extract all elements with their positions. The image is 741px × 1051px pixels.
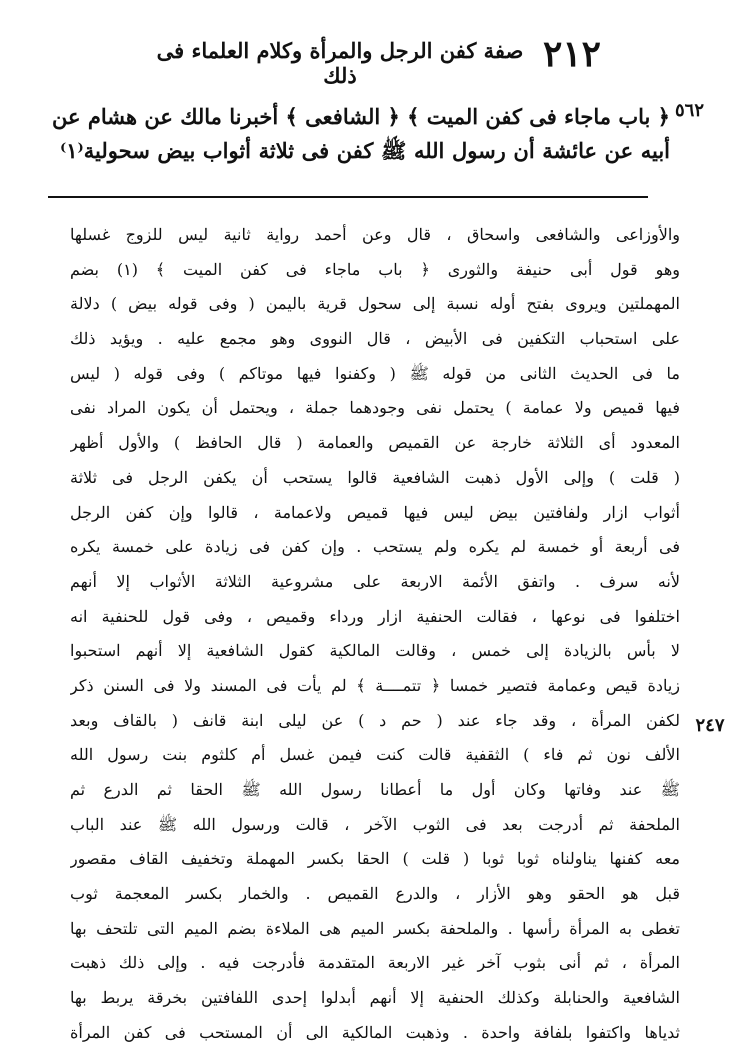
- hadith-line: أبيه عن عائشة أن رسول الله ﷺ كفن فى ثلاثة أثواب بيض سحولية⁽١⁾: [60, 138, 670, 163]
- running-title: صفة كفن الرجل والمرأة وكلام العلماء فى ذلك: [156, 38, 524, 88]
- commentary-line: فيها قميص ولا عمامة ) يحتمل نفى وجودهما جملة ، ويحتمل أن يكون المراد نفى: [70, 398, 680, 418]
- hadith-line: ﴿ باب ماجاء فى كفن الميت ﴾ ﴿ الشافعى ﴾ أخبرنا مالك عن هشام عن: [52, 104, 670, 129]
- commentary-line: لأنه سرف . واتفق الأئمة الاربعة على مشروعية الثلاثة الأثواب إلا أنهم: [70, 571, 680, 591]
- commentary-line: وهو قول أبى حنيفة والثورى ﴿ باب ماجاء فى كفن الميت ﴾ (١) بضم: [70, 259, 680, 279]
- commentary-line: معه كفنها يناولناه ثوبا ثوبا ( قلت ) الحقا بكسر المهملة وتخفيف القاف مقصور: [70, 849, 680, 869]
- commentary-line: اختلفوا فى نوعها ، فقالت الحنفية ازار ورداء وقميص ، وفى قول للحنفية انه: [70, 606, 680, 626]
- commentary-line: المرأة ، ثم أنى بثوب آخر غير الاربعة المتقدمة فأدرجت فيه . وإلى ذلك ذهبت: [70, 953, 680, 973]
- hadith-block: [52, 100, 705, 190]
- divider-rule: [48, 196, 648, 198]
- commentary-line: الألف نون ثم فاء ) الثقفية قالت كنت فيمن غسل أم كلثوم بنت رسول الله: [70, 745, 680, 765]
- commentary-line: لكفن المرأة ، وقد جاء عند ( حم د ) عن ليلى ابنة قانف ( بالقاف وبعد: [70, 710, 680, 730]
- commentary-line: فى أربعة أو خمسة لم يكره ولم يستحب . وإن كفن فى زيادة على خمسة يكره: [70, 537, 680, 557]
- commentary-line: على استحباب التكفين فى الأبيض ، قال النووى وهو مجمع عليه . ويؤيد ذلك: [70, 329, 680, 349]
- page-number: ٢١٢: [542, 33, 601, 75]
- commentary-line: المعدود أى الثلاثة خارجة عن القميص والعمامة ( قال الحافظ ) والأول أظهر: [70, 433, 680, 453]
- commentary-line: ﷺ عند وفاتها وكان أول ما أعطانا رسول الله ﷺ الحقا ثم الدرع ثم: [70, 780, 680, 799]
- margin-hadith-number: ٢٤٧: [695, 715, 725, 736]
- commentary-line: الشافعية والحنابلة وكذلك الحنفية إلا أنهم أبدلوا إحدى اللفافتين بخرقة يربط بها: [70, 988, 680, 1008]
- commentary-line: زيادة قيص وعمامة فتصير خمسا ﴿ تتمــــة ﴾ لم يأت فى المسند ولا فى السنن ذكر: [70, 675, 680, 695]
- commentary-line: ثدياها واكتفوا بلفافة واحدة . وذهبت المالكية الى أن المستحب فى كفن المرأة: [70, 1022, 680, 1042]
- commentary-text: [70, 218, 680, 1051]
- commentary-line: تغطى به المرأة رأسها . والملحفة بكسر الميم هى الملاءة بضم الميم التى تلتحف بها: [70, 918, 680, 938]
- commentary-line: ما فى الحديث الثانى من قوله ﷺ ( وكفنوا فيها موتاكم ) وفى قوله ( ليس: [70, 363, 680, 383]
- commentary-line: المهملتين ويروى بفتح أوله نسبة إلى سحول قرية باليمن ( وفى قوله بيض ) دلالة: [70, 294, 680, 314]
- commentary-line: والأوزاعى والشافعى واسحاق ، قال وعن أحمد رواية ثانية ليس للزوج غسلها: [70, 225, 680, 244]
- hadith-number: ٥٦٢: [675, 100, 705, 121]
- commentary-line: ( قلت ) وإلى الأول ذهبت الشافعية قالوا يستحب أن يكفن الرجل فى ثلاثة: [70, 467, 680, 487]
- page-header: [0, 30, 741, 88]
- commentary-line: الملحفة ثم أدرجت بعد فى الثوب الآخر ، قالت ورسول الله ﷺ عند الباب: [70, 814, 680, 834]
- commentary-line: لا بأس بالزيادة إلى خمس ، وقالت المالكية كقول الشافعية إلا أنهم استحبوا: [70, 641, 680, 661]
- commentary-line: أثواب ازار ولفافتين بيض ليس فيها قميص ولاعمامة ، قالوا وإن كفن الرجل: [70, 502, 680, 522]
- commentary-line: قبل هو الحقو وهو الأزار ، والدرع القميص . والخمار بكسر المعجمة ثوب: [70, 884, 680, 904]
